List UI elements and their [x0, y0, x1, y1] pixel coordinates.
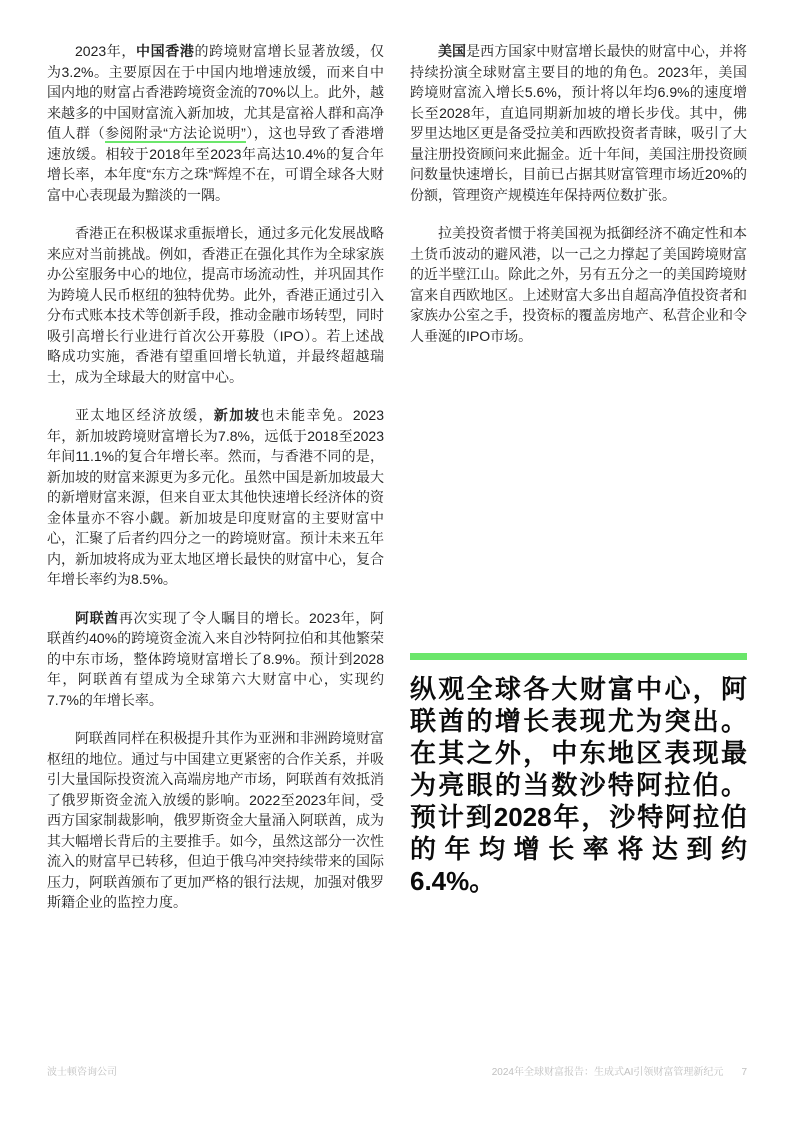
methodology-appendix-link[interactable]: 参阅附录“方法论说明” — [105, 125, 246, 141]
footer — [47, 1063, 747, 1078]
paragraph — [410, 223, 747, 346]
callout-text: 纵观全球各大财富中心，阿联酋的增长表现尤为突出。在其之外，中东地区表现最为亮眼的当数沙特阿拉伯。预计到2028年，沙特阿拉伯的年均增长率将达到约6.4%。 — [410, 674, 747, 896]
paragraph — [47, 223, 384, 387]
right-column — [410, 41, 747, 364]
bold-term: 中国香港 — [136, 43, 195, 59]
text-segment: 香港正在积极谋求重振增长，通过多元化发展战略来应对当前挑战。例如，香港正在强化其作为全球家族办公室服务中心的地位，提高市场流动性，并巩固其作为跨境人民币枢纽的独特优势。此外，香港正通过引入分布式账本技术等创新手段，推动金融市场转型，同时吸引高增长行业进行首次公开募股（IPO）。若上述战略成功实施，香港有望重回增长轨道，并最终超越瑞士，成为全球最大的财富中心。 — [47, 225, 384, 385]
footer-right-group — [492, 1063, 747, 1078]
paragraph — [47, 608, 384, 711]
text-segment: 阿联酋同样在积极提升其作为亚洲和非洲跨境财富枢纽的地位。通过与中国建立更紧密的合作关系，并吸引大量国际投资流入高端房地产市场，阿联酋有效抵消了俄罗斯资金流入放缓的影响。2022至2023年间，受西方国家制裁影响，俄罗斯资金大量涌入阿联酋，成为其大幅增长背后的主要推手。如今，虽然这部分一次性流入的财富早已转移，但迫于俄乌冲突持续带来的国际压力，阿联酋颁布了更加严格的银行法规，加强对俄罗斯籍企业的监控力度。 — [47, 730, 384, 910]
left-column — [47, 41, 384, 931]
text-segment: 是西方国家中财富增长最快的财富中心，并将持续扮演全球财富主要目的地的角色。2023年，美国跨境财富流入增长5.6%，预计将以年均6.9%的速度增长至2028年，直追同期新加坡的增长步伐。其中，佛罗里达地区更是备受拉美和西欧投资者青睐，吸引了大量注册投资顾问来此掘金。近十年间，美国注册投资顾问数量快速增长，目前已占据其财富管理市场近20%的份额，管理资产规模连年保持两位数扩张。 — [410, 43, 748, 203]
text-segment: 亚太地区经济放缓， — [75, 407, 214, 423]
paragraph — [47, 41, 384, 205]
text-segment: 的跨境财富增长显著放缓，仅为3.2%。主要原因在于中国内地增速放缓，而来自中国内地的财富占香港跨境资金流的70%以上。此外，越来越多的中国财富流入新加坡，尤其是富裕人群和高净值人群（ — [47, 43, 384, 141]
text-segment: ），这也导致了香港增速放缓。相较于2018年至2023年高达10.4%的复合年增长率，本年度“东方之珠”辉煌不在，可谓全球各大财富中心表现最为黯淡的一隅。 — [47, 125, 385, 203]
text-segment: 也未能幸免。2023年，新加坡跨境财富增长为7.8%，远低于2018至2023年间11.1%的复合年增长率。然而，与香港不同的是，新加坡的财富来源更为多元化。虽然中国是新加坡最大的新增财富来源，但来自亚太其他快速增长经济体的资金体量亦不容小觑。新加坡是印度财富的主要财富中心，汇聚了后者约四分之一的跨境财富。预计未来五年内，新加坡将成为亚太地区增长最快的财富中心，复合年增长率约为8.5%。 — [47, 407, 384, 587]
text-segment: 再次实现了令人瞩目的增长。2023年，阿联酋约40%的跨境资金流入来自沙特阿拉伯和其他繁荣的中东市场，整体跨境财富增长了8.9%。预计到2028年，阿联酋有望成为全球第六大财富中心，实现约7.7%的年增长率。 — [47, 609, 384, 708]
text-segment: 2023年， — [75, 43, 137, 59]
paragraph — [47, 405, 384, 590]
text-segment: 拉美投资者惯于将美国视为抵御经济不确定性和本土货币波动的避风港，以一己之力撑起了美国跨境财富的近半壁江山。除此之外，另有五分之一的美国跨境财富来自西欧地区。上述财富大多出自超高净值投资者和家族办公室之手，投资标的覆盖房地产、私营企业和令人垂涎的IPO市场。 — [410, 225, 747, 344]
callout — [410, 653, 747, 897]
bold-term: 美国 — [438, 43, 467, 59]
callout-accent-bar — [410, 653, 747, 660]
footer-page-number: 7 — [741, 1067, 747, 1078]
paragraph — [410, 41, 747, 205]
bold-term: 新加坡 — [213, 407, 261, 423]
footer-company: 波士顿咨询公司 — [47, 1067, 117, 1078]
footer-report-title: 2024年全球财富报告：生成式AI引领财富管理新纪元 — [491, 1067, 724, 1078]
bold-term: 阿联酋 — [75, 609, 119, 626]
paragraph — [47, 728, 384, 913]
